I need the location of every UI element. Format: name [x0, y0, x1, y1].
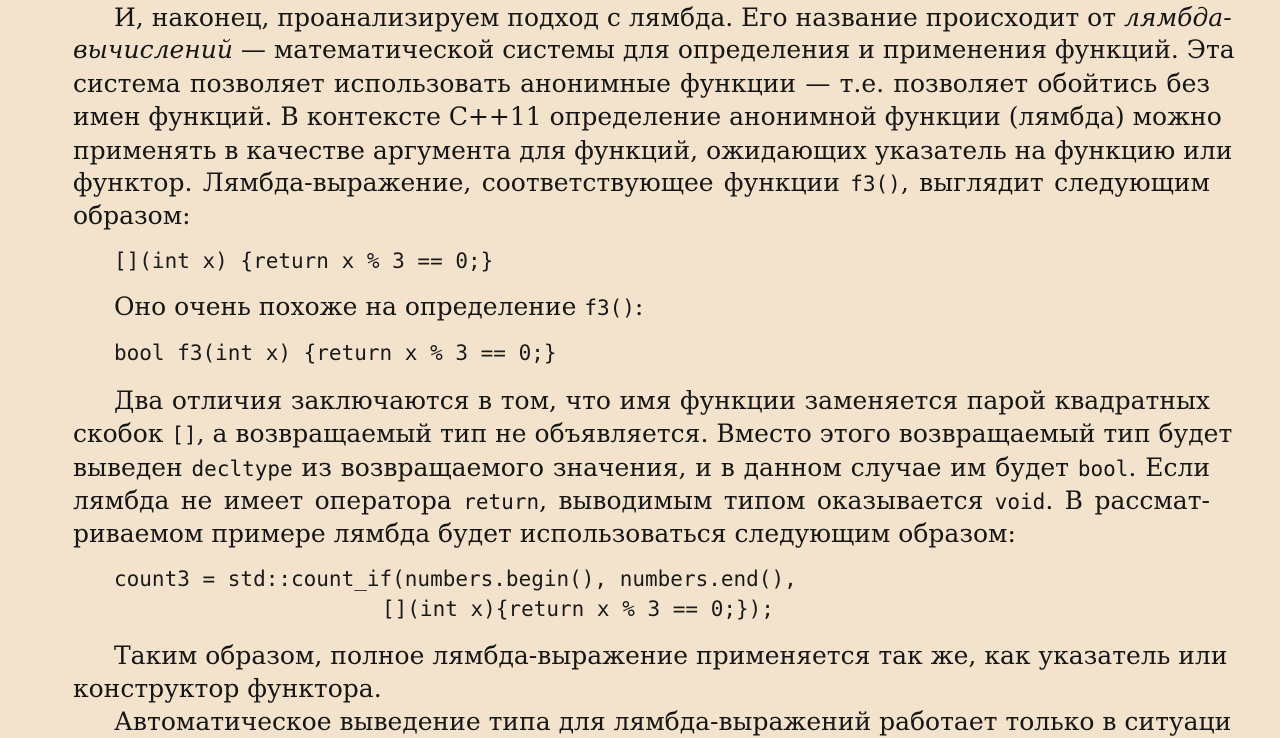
paragraph-1-line-6	[73, 167, 1210, 199]
paragraph-3-line-1: Два отличия заключаются в том, что имя функции заменяется парой квадратных	[114, 386, 1210, 415]
code-block-lambda: [](int x) {return x % 3 == 0;}	[114, 249, 494, 273]
text-run: из возвращаемого значения, и в данном случае им будет	[292, 453, 1078, 482]
paragraph-2	[114, 291, 1210, 323]
text-run: , а возвращаемый тип не объявляется. Вместо этого возвращаемый тип будет	[196, 419, 1233, 448]
italic-term: лямбда-	[1123, 3, 1232, 32]
text-run: — математической системы для определения и применения функций. Эта	[232, 35, 1235, 64]
inline-code: return	[463, 490, 540, 514]
paragraph-3-line-4	[73, 485, 1210, 517]
text-run: И, наконец, проанализируем подход с лямбда. Его название происходит от	[114, 3, 1124, 32]
paragraph-3-line-2	[73, 418, 1233, 450]
paragraph-4-line-1: Таким образом, полное лямбда-выражение применяется так же, как указатель или	[114, 641, 1228, 670]
inline-code: f3()	[850, 172, 901, 196]
paragraph-1-line-3: система позволяет использовать анонимные функции — т.е. позволяет обойтись без	[73, 69, 1210, 98]
text-run: Автоматическое выведение типа для лямбда-выражений работает только в ситуаци	[114, 707, 1232, 736]
italic-term: вычислений	[73, 35, 233, 64]
paragraph-4-line-2: конструктор функтора.	[73, 674, 382, 703]
text-run: :	[634, 292, 644, 321]
paragraph-1-line-7: образом:	[73, 201, 191, 230]
code-block-count-if-line-1: count3 = std::count_if(numbers.begin(), numbers.end(),	[114, 567, 797, 591]
inline-code: decltype	[191, 457, 293, 481]
text-run: . В рассмат-	[1045, 486, 1210, 515]
paragraph-1-line-2	[73, 34, 1235, 66]
inline-code: f3()	[584, 296, 635, 320]
paragraph-1-line-5: применять в качестве аргумента для функций, ожидающих указатель на функцию или	[73, 136, 1233, 165]
paragraph-3-line-5: риваемом примере лямбда будет использоваться следующим образом:	[73, 519, 1016, 548]
paragraph-5-partial-line	[114, 706, 1232, 736]
code-block-function: bool f3(int x) {return x % 3 == 0;}	[114, 341, 557, 365]
text-run: Оно очень похоже на определение	[114, 292, 585, 321]
text-run: выведен	[73, 453, 192, 482]
paragraph-1-line-1	[73, 2, 1232, 34]
text-run: , выводимым типом оказывается	[539, 486, 995, 515]
inline-code: void	[994, 490, 1046, 514]
paragraph-1-line-4: имен функций. В контексте C++11 определение анонимной функции (лямбда) можно	[73, 102, 1222, 131]
text-run: . Если	[1128, 453, 1210, 482]
inline-code: bool	[1077, 457, 1129, 481]
inline-code: []	[171, 423, 197, 447]
code-block-count-if-line-2: [](int x){return x % 3 == 0;});	[382, 597, 774, 621]
paragraph-3-line-3	[73, 452, 1210, 484]
text-run: лямбда не имеет оператора	[73, 486, 464, 515]
text-run: скобок	[73, 419, 172, 448]
text-run: , выглядит следующим	[900, 168, 1210, 197]
text-run: функтор. Лямбда-выражение, соответствующее функции	[73, 168, 851, 197]
